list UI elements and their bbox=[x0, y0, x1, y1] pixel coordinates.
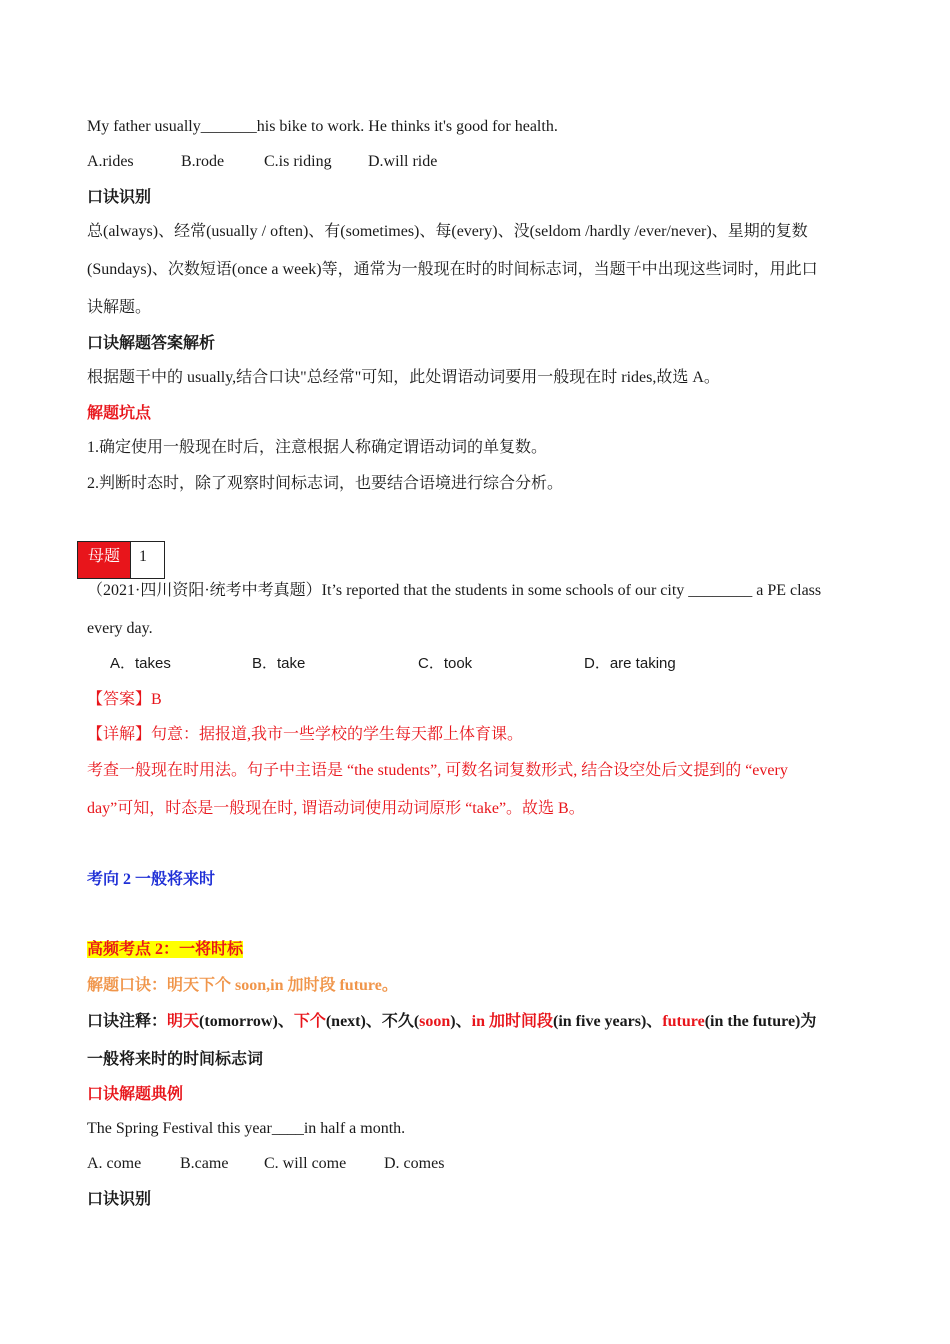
note-text: (in the future)为 bbox=[704, 1013, 817, 1030]
note-text: (next)、不久( bbox=[325, 1013, 420, 1030]
key-point-heading bbox=[87, 940, 243, 960]
note-text: (in five years)、 bbox=[553, 1013, 663, 1030]
mother-question-options bbox=[110, 654, 676, 674]
option-b: B.came bbox=[180, 1155, 229, 1172]
answer-line: 【答案】B bbox=[87, 691, 162, 708]
mother-question-tag bbox=[77, 541, 165, 579]
explanation-line2: day”可知，时态是一般现在时, 谓语动词使用动词原形 “take”。故选 B。 bbox=[87, 800, 585, 817]
note-label: 口诀注释： bbox=[87, 1013, 168, 1030]
recognize-text-line2: (Sundays)、次数短语(once a week)等，通常为一般现在时的时间标志词，当题干中出现这些词时，用此口 bbox=[87, 261, 818, 278]
recognize-text-line1: 总(always)、经常(usually / often)、有(sometimes)、每(every)、没(seldom /hardly /ever/never)、星期的复数 bbox=[87, 223, 808, 240]
option-d: D. comes bbox=[384, 1155, 445, 1172]
option-c: C.is riding bbox=[264, 153, 332, 170]
section-heading: 考向 2 一般将来时 bbox=[87, 871, 216, 888]
note-text: (tomorrow)、 bbox=[199, 1013, 294, 1030]
key-point-text: 高频考点 2：一将时标 bbox=[87, 941, 244, 958]
analysis-heading: 口诀解题答案解析 bbox=[87, 335, 216, 352]
note-keyword-soon: soon bbox=[419, 1013, 451, 1030]
option-c: C. will come bbox=[264, 1155, 347, 1172]
recognize-heading-2: 口诀识别 bbox=[87, 1191, 152, 1208]
note-keyword-next: 下个 bbox=[293, 1013, 326, 1030]
analysis-text: 根据题干中的 usually,结合口诀"总经常"可知，此处谓语动词要用一般现在时 rides,故选 A。 bbox=[87, 369, 720, 386]
pitfall-item-1: 1.确定使用一般现在时后，注意根据人称确定谓语动词的单复数。 bbox=[87, 439, 548, 456]
option-a: A．takes bbox=[110, 655, 171, 672]
option-b: B.rode bbox=[181, 153, 225, 170]
recognize-text-line3: 诀解题。 bbox=[87, 299, 152, 316]
mother-question-number: 1 bbox=[130, 542, 164, 578]
option-d: D.will ride bbox=[368, 153, 438, 170]
note-keyword-future: future bbox=[662, 1013, 705, 1030]
note-line2: 一般将来时的时间标志词 bbox=[87, 1051, 264, 1068]
option-a: A. come bbox=[87, 1155, 142, 1172]
note-keyword-in-period: in 加时间段 bbox=[471, 1013, 553, 1030]
mother-question-line2: every day. bbox=[87, 620, 153, 637]
pitfall-heading: 解题坑点 bbox=[87, 405, 152, 422]
option-c: C．took bbox=[418, 655, 473, 672]
option-d: D．are taking bbox=[584, 655, 676, 672]
mother-question-label: 母题 bbox=[78, 542, 130, 578]
detail-line: 【详解】句意：据报道,我市一些学校的学生每天都上体育课。 bbox=[87, 726, 524, 743]
example1-question: My father usually_______his bike to work. He thinks it's good for health. bbox=[87, 118, 558, 135]
example2-options bbox=[87, 1154, 444, 1174]
example2-question: The Spring Festival this year____in half a month. bbox=[87, 1120, 406, 1137]
note-text: )、 bbox=[450, 1013, 472, 1030]
example-heading: 口诀解题典例 bbox=[87, 1086, 184, 1103]
pitfall-item-2: 2.判断时态时，除了观察时间标志词，也要结合语境进行综合分析。 bbox=[87, 475, 564, 492]
option-b: B．take bbox=[252, 655, 306, 672]
note-keyword-tomorrow: 明天 bbox=[167, 1013, 200, 1030]
mnemonic-line: 解题口诀：明天下个 soon,in 加时段 future。 bbox=[87, 977, 398, 994]
option-a: A.rides bbox=[87, 153, 134, 170]
note-line1 bbox=[87, 1012, 816, 1032]
example1-options bbox=[87, 152, 437, 172]
explanation-line1: 考查一般现在时用法。句子中主语是 “the students”, 可数名词复数形式, 结合设空处后文提到的 “every bbox=[87, 762, 788, 779]
mother-question-line1: （2021·四川资阳·统考中考真题）It’s reported that the students in some schools of our city ________ a PE class bbox=[87, 582, 822, 599]
recognize-heading: 口诀识别 bbox=[87, 189, 152, 206]
